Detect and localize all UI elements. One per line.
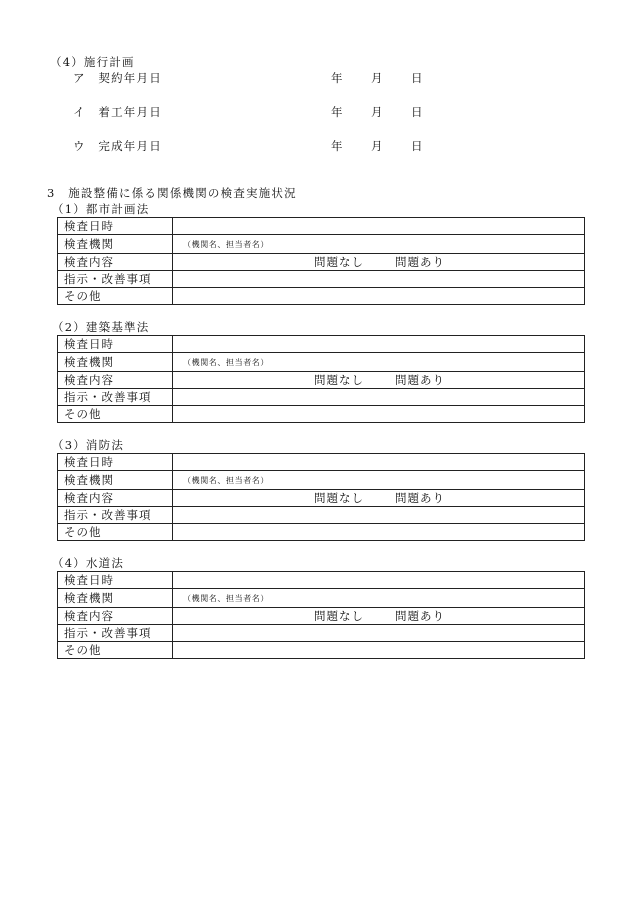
schedule-row-start-month: 月 <box>371 105 384 119</box>
inspection-1-table <box>57 217 585 305</box>
option-problem[interactable]: 問題あり <box>395 491 445 505</box>
date-field[interactable] <box>173 336 585 353</box>
row-label-agency: 検査機関 <box>58 353 173 372</box>
row-label-instructions: 指示・改善事項 <box>58 389 173 406</box>
table-row <box>58 235 585 254</box>
row-label-other: その他 <box>58 642 173 659</box>
row-label-other: その他 <box>58 524 173 541</box>
schedule-heading: （4）施行計画 <box>50 55 135 69</box>
inspection-2-title: （2）建築基準法 <box>52 320 150 334</box>
schedule-row-complete-day: 日 <box>411 139 424 153</box>
table-row <box>58 524 585 541</box>
row-label-other: その他 <box>58 406 173 423</box>
row-label-agency: 検査機関 <box>58 471 173 490</box>
schedule-row-start-year: 年 <box>331 105 344 119</box>
row-label-instructions: 指示・改善事項 <box>58 625 173 642</box>
agency-field[interactable] <box>173 353 585 372</box>
option-problem[interactable]: 問題あり <box>395 609 445 623</box>
table-row <box>58 372 585 389</box>
agency-note: （機関名、担当者名） <box>183 240 269 249</box>
other-field[interactable] <box>173 406 585 423</box>
schedule-row-start-day: 日 <box>411 105 424 119</box>
other-field[interactable] <box>173 288 585 305</box>
date-field[interactable] <box>173 572 585 589</box>
agency-field[interactable] <box>173 235 585 254</box>
table-row <box>58 642 585 659</box>
content-field <box>173 372 585 389</box>
option-no-problem[interactable]: 問題なし <box>314 255 364 269</box>
table-row <box>58 336 585 353</box>
table-row <box>58 589 585 608</box>
row-label-agency: 検査機関 <box>58 235 173 254</box>
inspection-3-table <box>57 453 585 541</box>
row-label-instructions: 指示・改善事項 <box>58 271 173 288</box>
content-field <box>173 608 585 625</box>
option-no-problem[interactable]: 問題なし <box>314 373 364 387</box>
schedule-row-complete-label: ウ 完成年月日 <box>73 139 162 153</box>
inspection-1-title: （1）都市計画法 <box>52 202 150 216</box>
schedule-row-contract-day: 日 <box>411 71 424 85</box>
table-row <box>58 389 585 406</box>
instructions-field[interactable] <box>173 271 585 288</box>
table-row <box>58 454 585 471</box>
agency-note: （機関名、担当者名） <box>183 594 269 603</box>
row-label-agency: 検査機関 <box>58 589 173 608</box>
row-label-date: 検査日時 <box>58 336 173 353</box>
other-field[interactable] <box>173 642 585 659</box>
table-row <box>58 507 585 524</box>
row-label-content: 検査内容 <box>58 490 173 507</box>
option-problem[interactable]: 問題あり <box>395 255 445 269</box>
agency-note: （機関名、担当者名） <box>183 476 269 485</box>
table-row <box>58 288 585 305</box>
other-field[interactable] <box>173 524 585 541</box>
row-label-content: 検査内容 <box>58 372 173 389</box>
agency-note: （機関名、担当者名） <box>183 358 269 367</box>
table-row <box>58 406 585 423</box>
option-no-problem[interactable]: 問題なし <box>314 609 364 623</box>
inspection-3-title: （3）消防法 <box>52 438 125 452</box>
instructions-field[interactable] <box>173 625 585 642</box>
option-no-problem[interactable]: 問題なし <box>314 491 364 505</box>
table-row <box>58 271 585 288</box>
instructions-field[interactable] <box>173 389 585 406</box>
row-label-content: 検査内容 <box>58 608 173 625</box>
row-label-other: その他 <box>58 288 173 305</box>
table-row <box>58 471 585 490</box>
table-row <box>58 572 585 589</box>
content-field <box>173 254 585 271</box>
date-field[interactable] <box>173 454 585 471</box>
inspection-2-table <box>57 335 585 423</box>
schedule-row-contract-year: 年 <box>331 71 344 85</box>
schedule-row-complete-month: 月 <box>371 139 384 153</box>
table-row <box>58 218 585 235</box>
date-field[interactable] <box>173 218 585 235</box>
table-row <box>58 608 585 625</box>
schedule-row-start-label: イ 着工年月日 <box>73 105 162 119</box>
option-problem[interactable]: 問題あり <box>395 373 445 387</box>
inspection-4-table <box>57 571 585 659</box>
agency-field[interactable] <box>173 471 585 490</box>
instructions-field[interactable] <box>173 507 585 524</box>
row-label-date: 検査日時 <box>58 572 173 589</box>
schedule-row-contract-month: 月 <box>371 71 384 85</box>
table-row <box>58 353 585 372</box>
row-label-content: 検査内容 <box>58 254 173 271</box>
table-row <box>58 254 585 271</box>
row-label-date: 検査日時 <box>58 218 173 235</box>
inspection-4-title: （4）水道法 <box>52 556 125 570</box>
content-field <box>173 490 585 507</box>
schedule-row-contract-label: ア 契約年月日 <box>73 71 162 85</box>
table-row <box>58 490 585 507</box>
row-label-instructions: 指示・改善事項 <box>58 507 173 524</box>
row-label-date: 検査日時 <box>58 454 173 471</box>
agency-field[interactable] <box>173 589 585 608</box>
table-row <box>58 625 585 642</box>
schedule-row-complete-year: 年 <box>331 139 344 153</box>
section3-heading: 3 施設整備に係る関係機関の検査実施状況 <box>47 186 297 200</box>
